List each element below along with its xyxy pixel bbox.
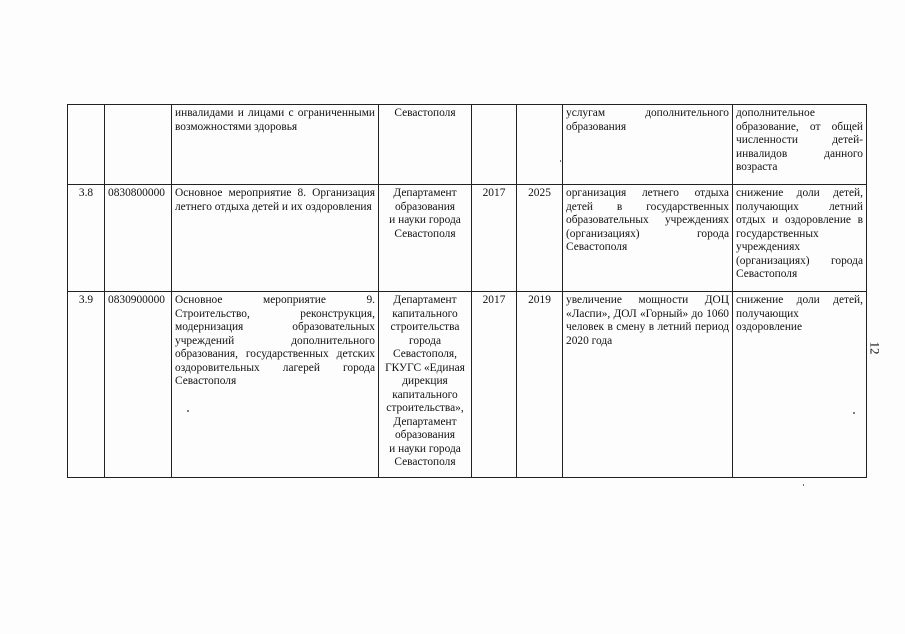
scan-speck [560,160,561,162]
executor-line: капитального [392,307,458,320]
indicator: снижение доли детей, получающих оздоровление [733,292,867,478]
end-year: 2019 [517,292,563,478]
indicator: снижение доли детей, получающих летний отдых и оздоровление в государственных учреждениях (организациях) города Севастополя [733,185,867,292]
executor-line: дирекция [402,375,448,387]
row-number: 3.9 [68,292,105,478]
executor-line: Севастополя [394,456,456,468]
executor-line: Севастополя [394,107,456,119]
end-year [517,105,563,185]
budget-code: 0830900000 [105,292,172,478]
executor [379,185,472,292]
executor-line: строительства [390,321,460,333]
start-year: 2017 [472,185,517,292]
measure-name: инвалидами и лицами с ограниченными возможностями здоровья [172,105,379,185]
measure-name: Основное мероприятие 9. Строительство, реконструкция, модернизация образовательных учреждений дополнительного образования, государственных детских оздоровительных лагерей города Севастополя [172,292,379,478]
executor-line: Департамент [393,187,457,199]
executor [379,292,472,478]
row-number [68,105,105,185]
program-table [67,104,867,478]
expected-result: организация летнего отдыха детей в государственных образовательных учреждениях (организациях) города Севастополя [563,185,733,292]
executor-line: Департамент [393,415,457,428]
row-number: 3.8 [68,185,105,292]
executor-line: ГКУГС «Единая [385,361,465,374]
end-year: 2025 [517,185,563,292]
scan-speck [187,410,189,412]
scan-speck [803,484,804,486]
executor-line: капитального [392,388,458,401]
executor-line: города [409,334,441,347]
indicator: дополнительное образование, от общей численности детей-инвалидов данного возраста [733,105,867,185]
expected-result: увеличение мощности ДОЦ «Ласпи», ДОЛ «Горный» до 1060 человек в смену в летний период 2020 года [563,292,733,478]
page-number: 12 [867,341,883,355]
measure-name: Основное мероприятие 8. Организация летнего отдыха детей и их оздоровления [172,185,379,292]
table-row [68,185,867,292]
executor-line: строительства», [386,402,464,414]
executor-line: Севастополя [394,227,456,240]
expected-result: услугам дополнительного образования [563,105,733,185]
executor-line: образования [394,429,456,441]
executor-line: образования [394,200,456,213]
executor-line: и науки города [389,442,461,455]
budget-code: 0830800000 [105,185,172,292]
executor-line: Департамент [393,294,457,306]
start-year: 2017 [472,292,517,478]
table-row [68,292,867,478]
budget-code [105,105,172,185]
executor-line: и науки города [389,214,461,226]
start-year [472,105,517,185]
scan-speck [853,412,855,414]
executor-line: Севастополя, [392,348,458,360]
executor [379,105,472,185]
table-row [68,105,867,185]
